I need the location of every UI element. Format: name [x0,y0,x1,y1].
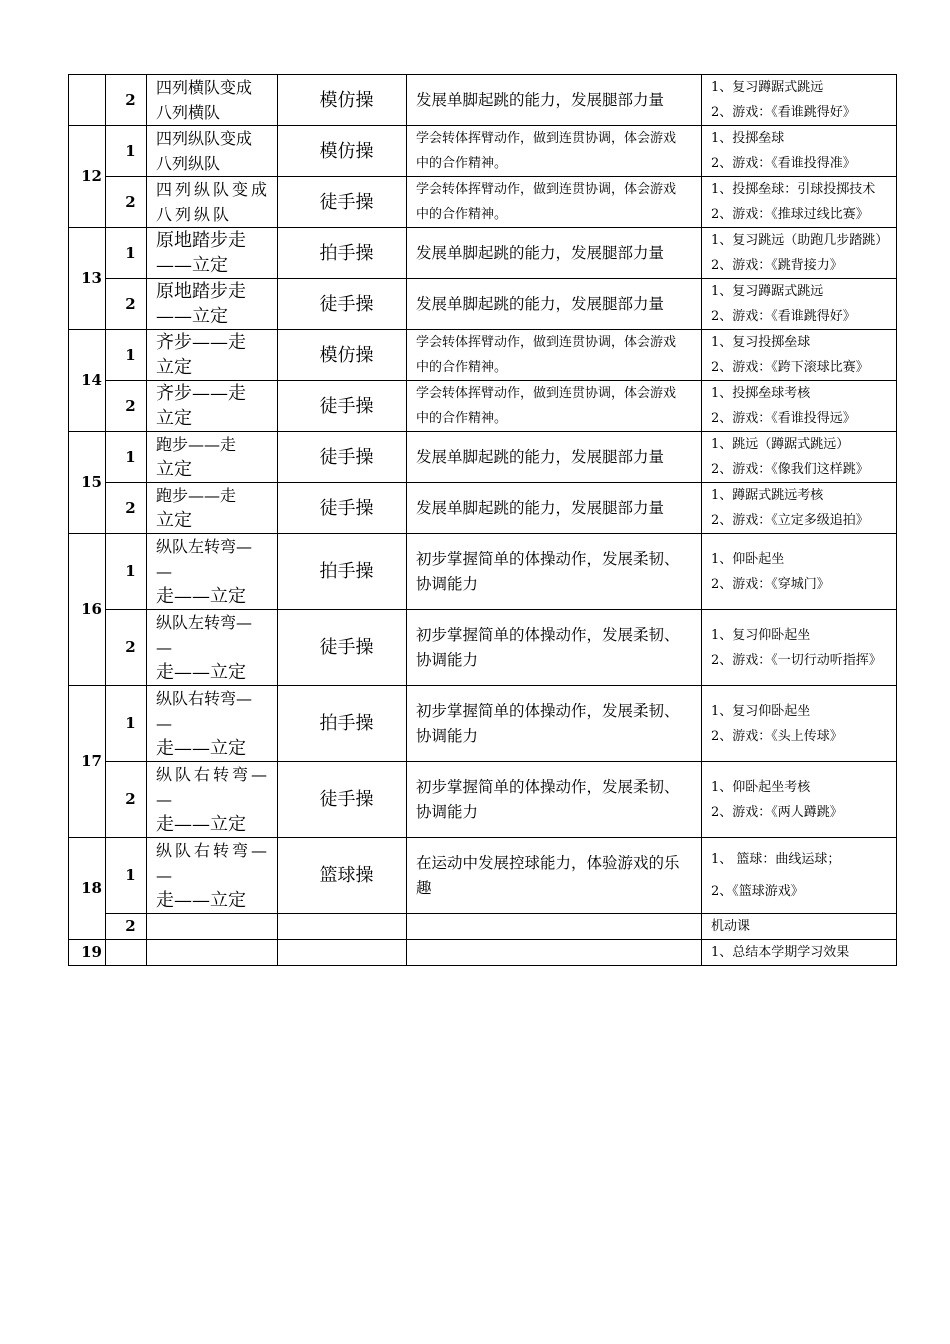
lesson-number: 1 [106,330,147,381]
exercise-type: 徒手操 [278,381,407,432]
lesson-content: 1、仰卧起坐 2、游戏：《穿城门》 [702,534,897,610]
table-row [69,914,897,940]
lesson-content: 1、投掷垒球考核 2、游戏：《看谁投得远》 [702,381,897,432]
lesson-number: 1 [106,838,147,914]
week-number: 18 [69,838,106,940]
formation-drill: 纵队左转弯— — 走——立定 [147,534,278,610]
teaching-goal: 初步掌握简单的体操动作，发展柔韧、 协调能力 [407,534,702,610]
lesson-content: 1、复习投掷垒球 2、游戏：《跨下滚球比赛》 [702,330,897,381]
teaching-goal [407,914,702,940]
formation-drill: 齐步——走 立定 [147,381,278,432]
table-row [69,483,897,534]
formation-drill [147,940,278,966]
lesson-number: 1 [106,432,147,483]
table-row [69,610,897,686]
exercise-type: 模仿操 [278,330,407,381]
lesson-number: 2 [106,381,147,432]
lesson-content: 1、蹲踞式跳远考核 2、游戏：《立定多级追拍》 [702,483,897,534]
teaching-goal: 学会转体挥臂动作，做到连贯协调，体会游戏 中的合作精神。 [407,126,702,177]
table-row [69,228,897,279]
table-row [69,534,897,610]
week-cell [69,75,106,126]
exercise-type: 篮球操 [278,838,407,914]
formation-drill: 跑步——走 立定 [147,483,278,534]
table-row [69,686,897,762]
week-number: 13 [69,228,106,330]
lesson-number: 1 [106,534,147,610]
lesson-number: 2 [106,177,147,228]
teaching-goal [407,940,702,966]
exercise-type [278,940,407,966]
formation-drill: 跑步——走 立定 [147,432,278,483]
lesson-content: 1、跳远（蹲踞式跳远） 2、游戏：《像我们这样跳》 [702,432,897,483]
table-row [69,381,897,432]
teaching-goal: 发展单脚起跳的能力，发展腿部力量 [407,228,702,279]
week-number: 17 [69,686,106,838]
lesson-number: 2 [106,762,147,838]
formation-drill: 四列横队变成 八列横队 [147,75,278,126]
formation-drill: 四列纵队变成 八列纵队 [147,126,278,177]
lesson-content: 1、仰卧起坐考核 2、游戏：《两人蹲跳》 [702,762,897,838]
exercise-type: 徒手操 [278,762,407,838]
teaching-goal: 发展单脚起跳的能力，发展腿部力量 [407,279,702,330]
exercise-type: 徒手操 [278,483,407,534]
lesson-content: 1、投掷垒球 2、游戏：《看谁投得准》 [702,126,897,177]
teaching-goal: 发展单脚起跳的能力，发展腿部力量 [407,483,702,534]
exercise-type: 徒手操 [278,279,407,330]
lesson-number: 1 [106,686,147,762]
lesson-number [106,940,147,966]
teaching-goal: 发展单脚起跳的能力，发展腿部力量 [407,75,702,126]
table-row [69,177,897,228]
formation-drill: 纵队左转弯— — 走——立定 [147,610,278,686]
week-number: 14 [69,330,106,432]
exercise-type: 徒手操 [278,432,407,483]
exercise-type [278,914,407,940]
lesson-number: 2 [106,483,147,534]
lesson-number: 2 [106,75,147,126]
exercise-type: 拍手操 [278,686,407,762]
formation-drill: 原地踏步走 ——立定 [147,228,278,279]
lesson-content: 1、复习仰卧起坐 2、游戏：《一切行动听指挥》 [702,610,897,686]
week-number: 12 [69,126,106,228]
formation-drill: 纵队右转弯— — 走——立定 [147,686,278,762]
teaching-goal: 发展单脚起跳的能力，发展腿部力量 [407,432,702,483]
table-row [69,330,897,381]
teaching-goal: 初步掌握简单的体操动作，发展柔韧、 协调能力 [407,686,702,762]
formation-drill: 齐步——走 立定 [147,330,278,381]
lesson-number: 1 [106,126,147,177]
formation-drill [147,914,278,940]
lesson-content: 1、复习蹲踞式跳远 2、游戏：《看谁跳得好》 [702,75,897,126]
lesson-number: 2 [106,914,147,940]
lesson-number: 2 [106,279,147,330]
table-row [69,940,897,966]
lesson-content: 1、复习蹲踞式跳远 2、游戏：《看谁跳得好》 [702,279,897,330]
teaching-goal: 学会转体挥臂动作，做到连贯协调，体会游戏 中的合作精神。 [407,177,702,228]
table-row [69,432,897,483]
teaching-goal: 学会转体挥臂动作，做到连贯协调，体会游戏 中的合作精神。 [407,381,702,432]
teaching-goal: 在运动中发展控球能力，体验游戏的乐 趣 [407,838,702,914]
exercise-type: 徒手操 [278,610,407,686]
lesson-content: 1、复习跳远（助跑几步踏跳） 2、游戏：《跳背接力》 [702,228,897,279]
lesson-content: 1、总结本学期学习效果 [702,940,897,966]
lesson-plan-table [68,74,897,966]
lesson-number: 1 [106,228,147,279]
lesson-number: 2 [106,610,147,686]
teaching-goal: 学会转体挥臂动作，做到连贯协调，体会游戏 中的合作精神。 [407,330,702,381]
formation-drill: 纵队右转弯— — 走——立定 [147,838,278,914]
table-row [69,279,897,330]
table-row [69,75,897,126]
exercise-type: 徒手操 [278,177,407,228]
lesson-content: 1、 篮球：曲线运球； 2、《篮球游戏》 [702,838,897,914]
week-number: 15 [69,432,106,534]
teaching-goal: 初步掌握简单的体操动作，发展柔韧、 协调能力 [407,762,702,838]
lesson-content: 1、投掷垒球：引球投掷技术 2、游戏：《推球过线比赛》 [702,177,897,228]
formation-drill: 原地踏步走 ——立定 [147,279,278,330]
exercise-type: 拍手操 [278,534,407,610]
lesson-content: 1、复习仰卧起坐 2、游戏：《头上传球》 [702,686,897,762]
formation-drill: 纵队右转弯— — 走——立定 [147,762,278,838]
week-number: 19 [69,940,106,966]
table-row [69,762,897,838]
exercise-type: 模仿操 [278,126,407,177]
lesson-content: 机动课 [702,914,897,940]
table-row [69,838,897,914]
week-number: 16 [69,534,106,686]
exercise-type: 模仿操 [278,75,407,126]
teaching-goal: 初步掌握简单的体操动作，发展柔韧、 协调能力 [407,610,702,686]
formation-drill: 四列纵队变成 八列纵队 [147,177,278,228]
exercise-type: 拍手操 [278,228,407,279]
table-row [69,126,897,177]
